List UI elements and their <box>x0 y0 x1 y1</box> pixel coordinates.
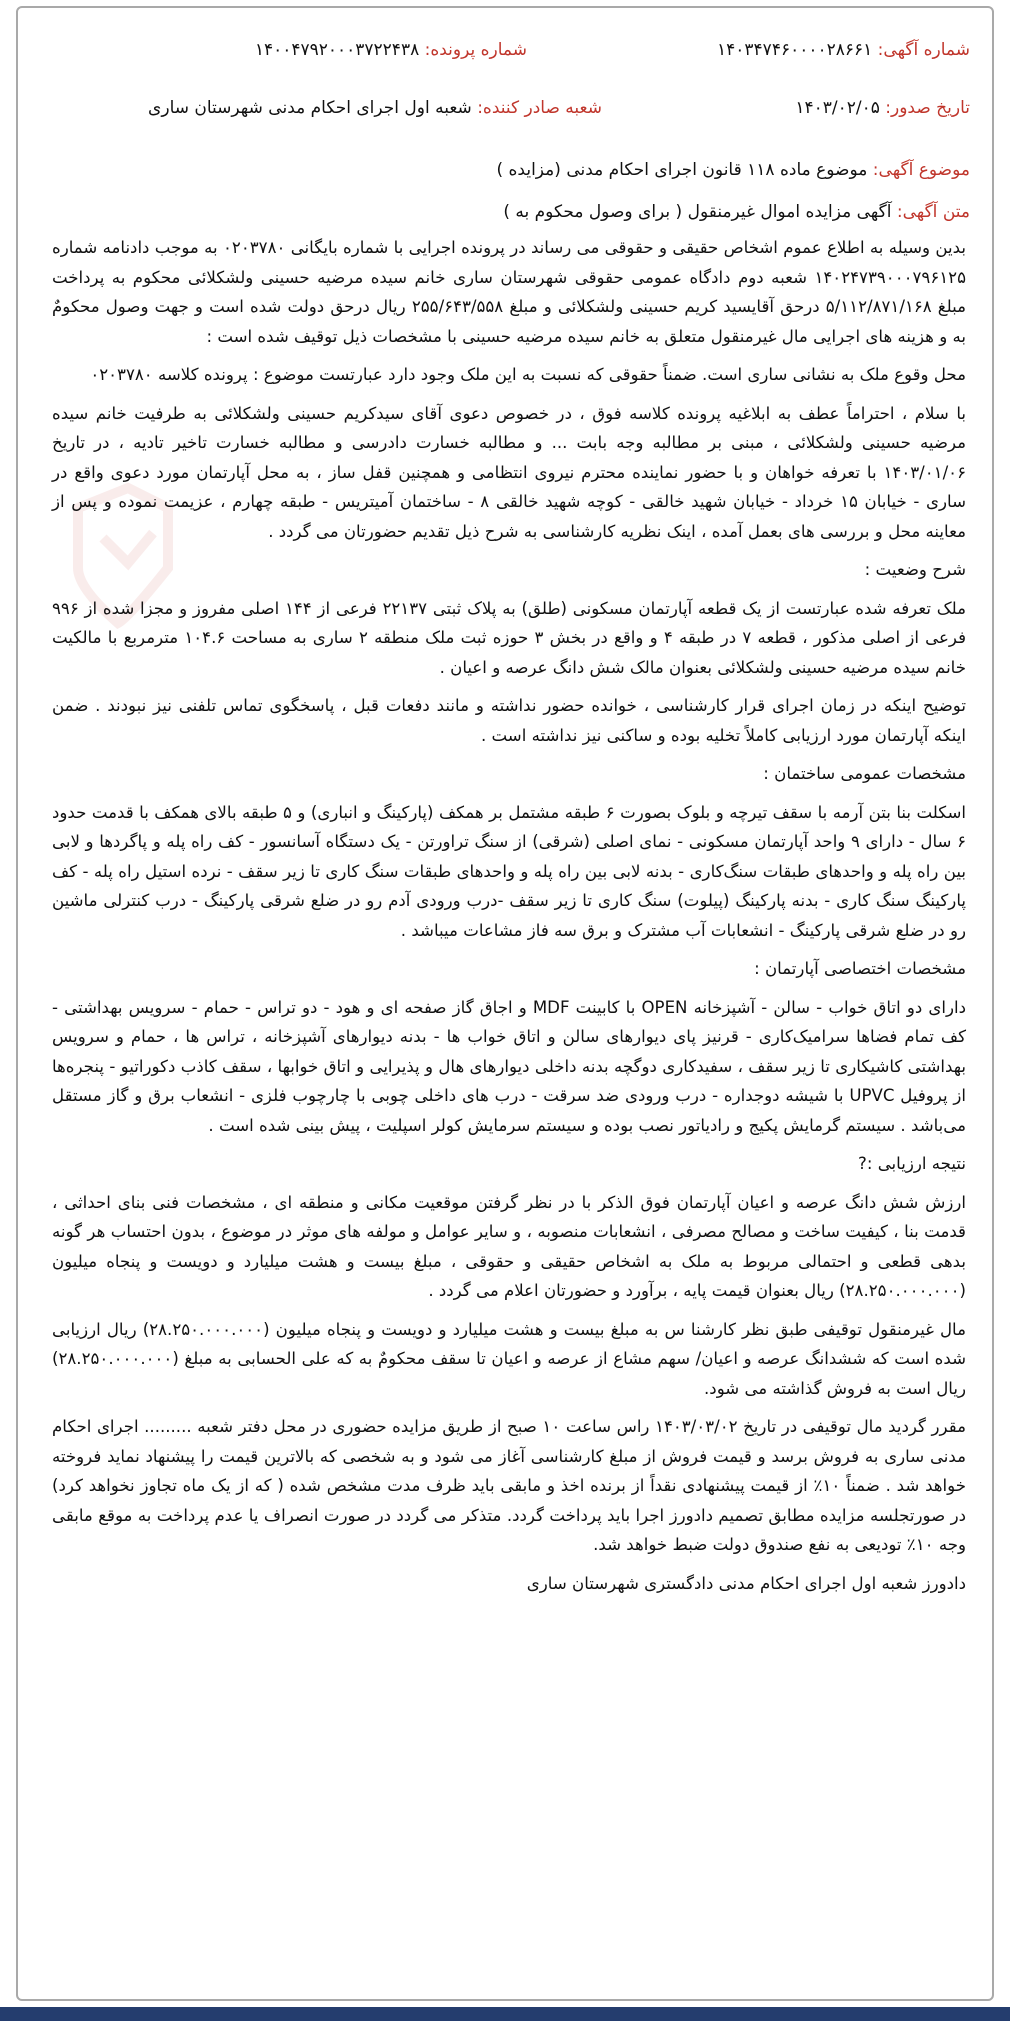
location-paragraph: محل وقوع ملک به نشانی ساری است. ضمناً حقوقی که نسبت به این ملک وجود دارد عبارتست موضوع : پرونده کلاسه ۰۲۰۳۷۸۰ <box>90 365 966 384</box>
ad-body <box>52 233 966 1607</box>
issue-date: ۱۴۰۳/۰۲/۰۵ <box>795 98 880 118</box>
intro-paragraph: بدین وسیله به اطلاع عموم اشخاص حقیقی و حقوقی می رساند در پرونده اجرایی با شماره بایگانی ۰۲۰۳۷۸۰ به موجب دادنامه شماره ۱۴۰۲۴۷۳۹۰۰۰۷۹۶۱۲۵ شعبه دوم دادگاه عمومی حقوقی شهرستان ساری خانم سیده مرضیه حسینی ولشکلائی محکوم به پرداخت مبلغ ۵/۱۱۲/۸۷۱/۱۶۸ درحق آقایسید کریم حسینی ولشکلائی و مبلغ ۲۵۵/۶۴۳/۵۵۸ ریال درحق دولت شده است و جهت وصول محکومٌ به و هزینه های اجرایی مال غیرمنقول متعلق به خانم سیده مرضیه حسینی با مشخصات ذیل توقیف شده است : <box>52 238 967 346</box>
case-number-field <box>255 40 527 60</box>
text-title-field <box>503 202 970 222</box>
valuation-paragraph: مال غیرمنقول توقیفی طبق نظر کارشنا س به مبلغ بیست و هشت میلیارد و دویست و پنجاه میلیون (۲۸.۲۵۰.۰۰۰.۰۰۰) ریال ارزیابی شده است که ششدانگ عرصه و اعیان/ سهم مشاع از عرصه و اعیان تا سقف محکومٌ به که علی الحسابی به مبلغ (۲۸.۲۵۰.۰۰۰.۰۰۰) ریال است به فروش گذاشته می شود. <box>52 1319 966 1398</box>
subject: موضوع ماده ۱۱۸ قانون اجرای احکام مدنی (مزایده ) <box>496 160 868 180</box>
apartment-paragraph: دارای دو اتاق خواب - سالن - آشپزخانه OPEN با کابینت MDF و اجاق گاز صفحه ای و هود - دو تراس - حمام - سرویس بهداشتی - کف تمام فضاها سرامیک‌کاری - قرنیز پای دیوارهای سالن و اتاق خواب ها - بدنه دیوارهای آشپزخانه ، تراس ها ، حمام و سرویس بهداشتی کاشیکاری تا زیر سقف ، سفیدکاری دوگچه بدنه داخلی دیوارهای هال و پذیرایی و اتاق خوابها ، سقف کاذب دکوراتیو - پنجره‌ها از پروفیل UPVC با شیشه دوجداره - درب ورودی ضد سرقت - درب های داخلی چوبی با چارچوب فلزی - انشعاب برق و گاز مستقل می‌باشد . سیستم گرمایش پکیج و رادیاتور نصب بوده و سیستم سرمایش کولر اسپلیت ، پیش بینی شده است . <box>52 997 967 1135</box>
greeting-paragraph: با سلام ، احتراماً عطف به ابلاغیه پرونده کلاسه فوق ، در خصوص دعوی آقای سیدکریم حسینی ولشکلائی به طرفیت خانم سیده مرضیه حسینی ولشکلائی ، مبنی بر مطالبه وجه بابت ... و مطالبه خسارت دادرسی و مطالبه خسارت تاخیر تادیه ، در تاریخ ۱۴۰۳/۰۱/۰۶ با تعرفه خواهان و با حضور نماینده محترم نیروی انتظامی و همچنین قفل ساز ، به محل آپارتمان مورد دعوی واقع در ساری - خیابان ۱۵ خرداد - خیابان شهید خالقی - کوچه شهید خالقی ۸ - ساختمان آمیتریس - طبقه چهارم ، عزیمت نموده و پس از معاینه محل و بررسی های بعمل آمده ، اینک نظریه کارشناسی به شرح ذیل تقدیم حضورتان می گردد . <box>52 403 966 541</box>
ad-page <box>16 6 994 2001</box>
apartment-heading: مشخصات اختصاصی آپارتمان : <box>754 959 966 978</box>
case-number: ۱۴۰۰۴۷۹۲۰۰۰۳۷۲۲۴۳۸ <box>254 40 420 60</box>
ad-number-field <box>717 40 970 60</box>
issuing-branch: شعبه اول اجرای احکام مدنی شهرستان ساری <box>148 98 472 118</box>
issue-date-label: تاریخ صدور: <box>885 98 970 118</box>
result-heading: نتیجه ارزیابی :? <box>858 1154 966 1173</box>
issue-date-field <box>795 98 970 118</box>
ad-number: ۱۴۰۳۴۷۴۶۰۰۰۰۲۸۶۶۱ <box>717 40 873 60</box>
issuing-branch-label: شعبه صادر کننده: <box>477 98 602 118</box>
note-paragraph: توضیح اینکه در زمان اجرای قرار کارشناسی ، خوانده حضور نداشته و مانند دفعات قبل ، پاسخگوی تماس تلفنی نیز نبودند . ضمن اینکه آپارتمان مورد ارزیابی کاملاً تخلیه بوده و ساکنی نیز نداشته است . <box>52 696 966 745</box>
signature: دادورز شعبه اول اجرای احکام مدنی دادگستری شهرستان ساری <box>526 1573 966 1593</box>
building-paragraph: اسکلت بنا بتن آرمه با سقف تیرچه و بلوک بصورت ۶ طبقه مشتمل بر همکف (پارکینگ و انباری) و ۵ طبقه بالای همکف با قدمت حدود ۶ سال - دارای ۹ واحد آپارتمان مسکونی - نمای اصلی (شرقی) از سنگ تراورتن - یک دستگاه آسانسور - کف راه پله و پاگردها و لابی بین راه پله و واحدهای طبقات سنگ‌کاری - بدنه لابی بین راه پله و واحدهای طبقات سنگ کاری تا زیر سقف - نرده استیل راه پله - کف پارکینگ سنگ کاری - بدنه پارکینگ (پیلوت) سنگ کاری تا زیر سقف -درب ورودی آدم رو در ضلع شرقی پارکینگ - درب کنترلی ماشین رو در ضلع شرقی پارکینگ - انشعابات آب مشترک و برق سه فاز مشاعات میباشد . <box>52 802 966 940</box>
auction-paragraph: مقرر گردید مال توقیفی در تاریخ ۱۴۰۳/۰۳/۰۲ راس ساعت ۱۰ صبح از طریق مزایده حضوری در محل دفتر شعبه ......... اجرای احکام مدنی ساری به فروش برسد و قیمت فروش از مبلغ کارشناسی آغاز می شود و به شخصی که بالاترین قیمت را پیشنهاد نماید فروخته خواهد شد . ضمناً ۱۰٪ از قیمت پیشنهادی نقداً از برنده اخذ و مابقی باید ظرف مدت مشخص شده ( که از یک ماه تجاوز نخواهد کرد) در صورتجلسه مزایده مطابق تصمیم دادورز اجرا باید پرداخت گردد. متذکر می گردد در صورت انصراف یا عدم پرداخت به موقع مابقی وجه ۱۰٪ تودیعی به نفع صندوق دولت ضبط خواهد شد. <box>52 1417 966 1554</box>
text-label: متن آگهی: <box>896 202 970 222</box>
text-title: آگهی مزایده اموال غیرمنقول ( برای وصول محکوم به ) <box>503 202 892 222</box>
status-heading: شرح وضعیت : <box>864 560 966 579</box>
bottom-bar <box>0 2007 1010 2021</box>
status-paragraph: ملک تعرفه شده عبارتست از یک قطعه آپارتمان مسکونی (طلق) به پلاک ثبتی ۲۲۱۳۷ فرعی از ۱۴۴ اصلی مفروز و مجزا شده از ۹۹۶ فرعی از اصلی مذکور ، قطعه ۷ در طبقه ۴ و واقع در بخش ۳ حوزه ثبت ملک منطقه ۲ ساری به مساحت ۱۰۴.۶ مترمربع با مالکیت خانم سیده مرضیه حسینی ولشکلائی بعنوان مالک شش دانگ عرصه و اعیان . <box>52 598 966 677</box>
subject-label: موضوع آگهی: <box>872 160 970 180</box>
result-paragraph: ارزش شش دانگ عرصه و اعیان آپارتمان فوق الذکر با در نظر گرفتن موقعیت مکانی و منطقه ای ، مشخصات فنی بنای احداثی ، قدمت بنا ، کیفیت ساخت و مصالح مصرفی ، انشعابات منصوبه ، و سایر عوامل و مولفه های موثر در موضوع ، بدون احتساب هر گونه بدهی قطعی و احتمالی مربوط به ملک به اشخاص حقیقی و حقوقی ، مبلغ بیست و هشت میلیارد و دویست و پنجاه میلیون (۲۸.۲۵۰.۰۰۰.۰۰۰) ریال بعنوان قیمت پایه ، برآورد و حضورتان اعلام می گردد . <box>52 1192 966 1300</box>
ad-number-label: شماره آگهی: <box>877 40 970 60</box>
issuing-branch-field <box>148 98 602 118</box>
case-number-label: شماره پرونده: <box>424 40 527 60</box>
building-heading: مشخصات عمومی ساختمان : <box>763 764 966 783</box>
subject-field <box>496 160 970 180</box>
